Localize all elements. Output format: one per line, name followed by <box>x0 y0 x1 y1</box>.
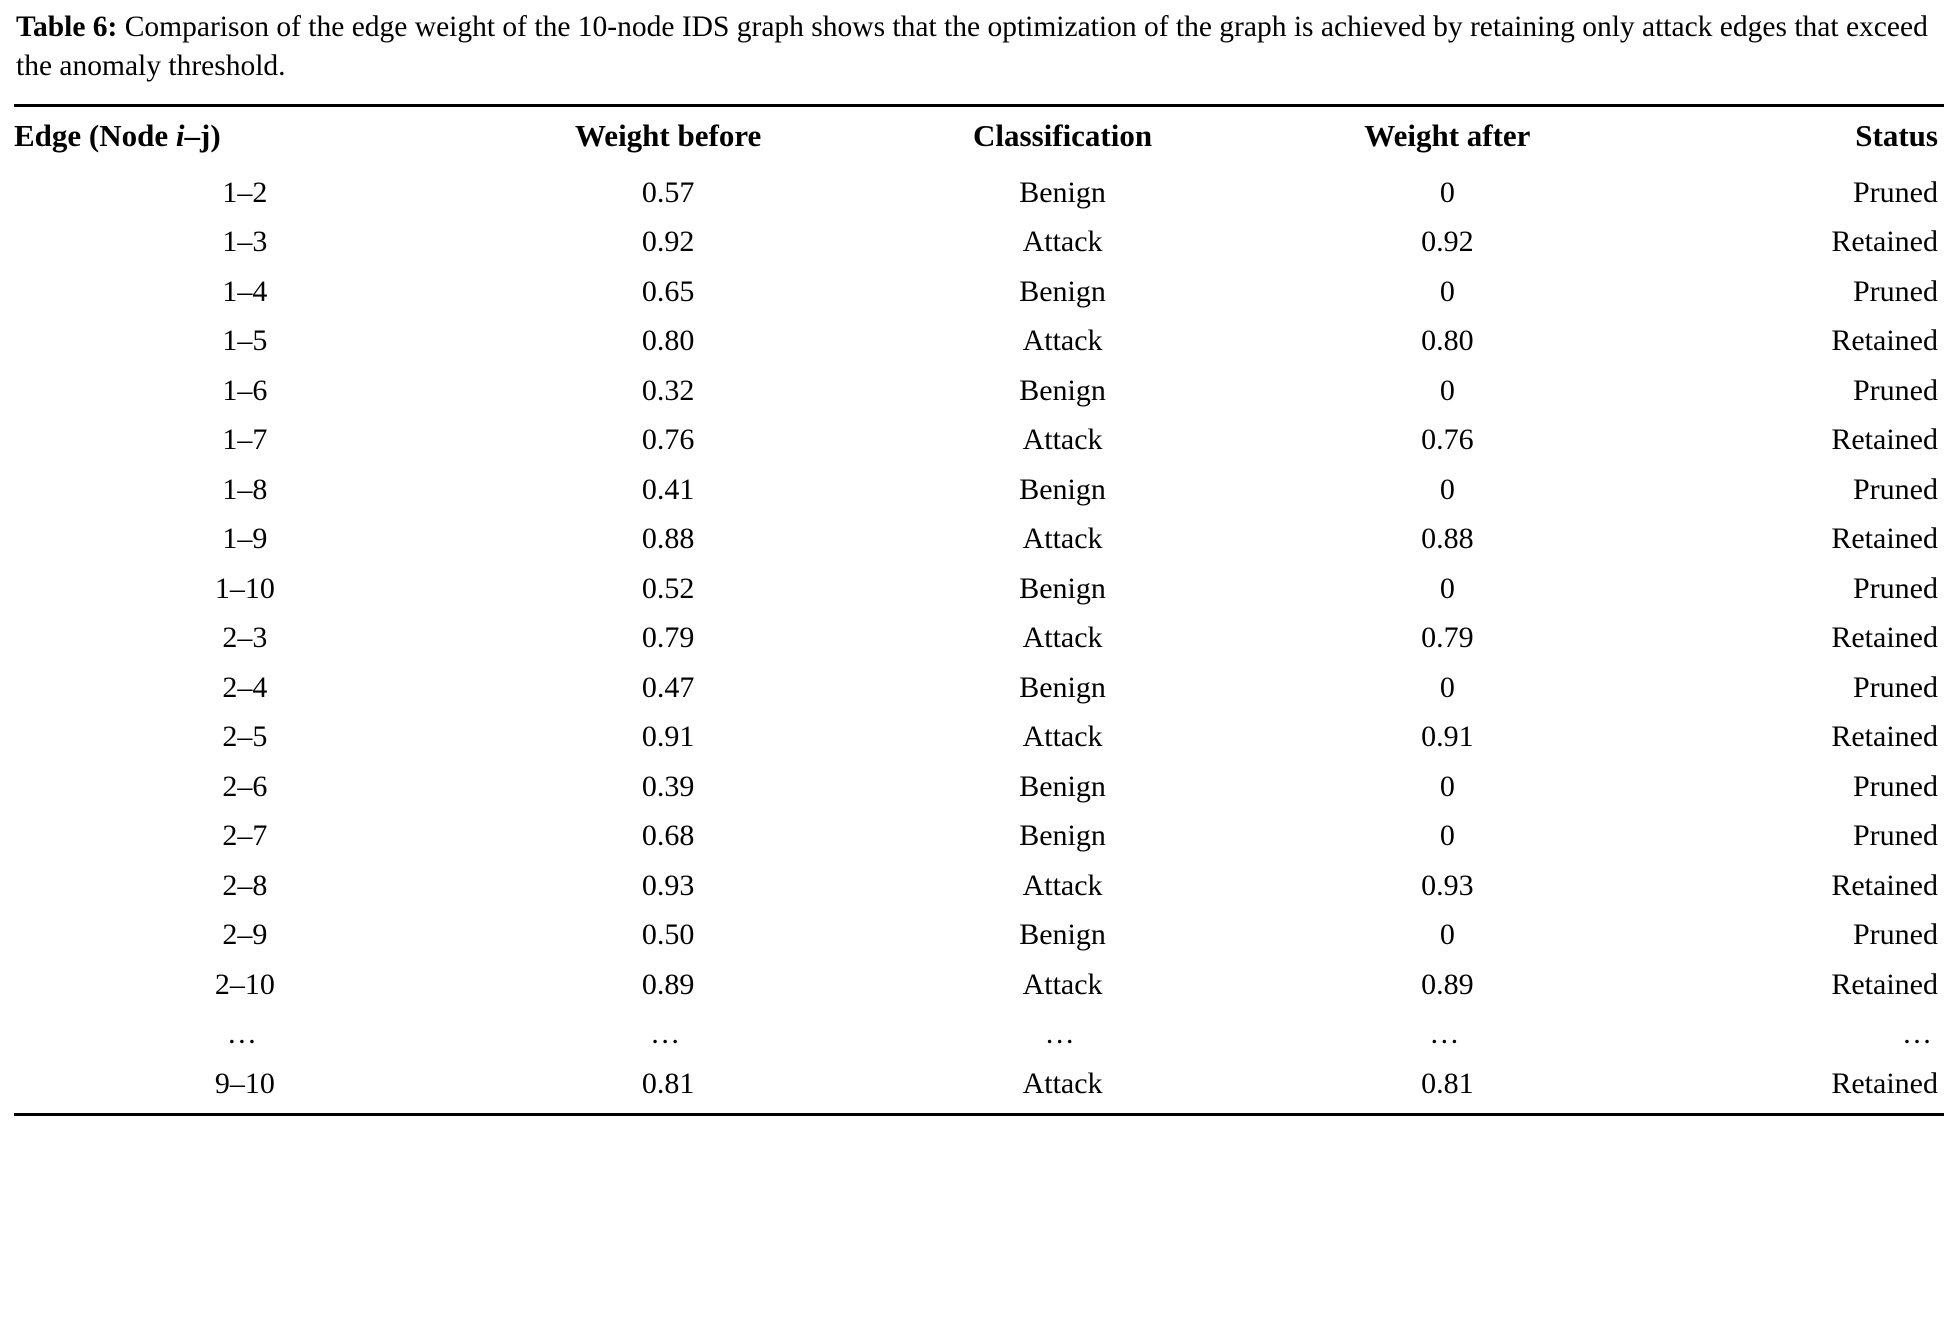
cell-weight-before: 0.89 <box>641 967 695 1001</box>
cell-edge: 1–3 <box>222 225 268 259</box>
cell-edge: … <box>226 1017 263 1051</box>
cell-classification: Benign <box>1019 175 1106 209</box>
cell-classification: Attack <box>1022 1066 1103 1100</box>
cell-weight-after: 0.88 <box>1421 522 1474 556</box>
column-header-weight-after: Weight after <box>1265 106 1631 169</box>
table-row <box>14 1010 1944 1060</box>
cell-weight-before: 0.41 <box>641 472 695 506</box>
cell-weight-after: 0 <box>1439 670 1455 704</box>
column-header-edge-italic: i <box>175 118 185 154</box>
cell-status: Retained <box>1831 967 1938 1001</box>
cell-weight-after: 0 <box>1439 571 1455 605</box>
column-header-weight-before: Weight before <box>476 106 861 169</box>
cell-status: Pruned <box>1853 670 1938 704</box>
cell-weight-before: 0.52 <box>641 571 695 605</box>
cell-weight-after: 0 <box>1439 769 1455 803</box>
table-row <box>14 416 1944 466</box>
cell-edge: 1–7 <box>222 423 268 457</box>
cell-weight-after: 0.92 <box>1421 225 1474 259</box>
table-caption <box>14 8 1944 86</box>
bottom-rule <box>14 1115 1944 1117</box>
caption-text: Comparison of the edge weight of the 10-node IDS graph shows that the optimization of the graph is achieved by retaining only attack edges that exceed the anomaly threshold. <box>16 11 1928 83</box>
cell-edge: 1–2 <box>222 175 268 209</box>
cell-edge: 2–9 <box>222 918 268 952</box>
cell-status: Pruned <box>1853 472 1938 506</box>
cell-weight-before: 0.50 <box>641 918 695 952</box>
cell-classification: Attack <box>1022 522 1103 556</box>
cell-edge: 2–6 <box>222 769 268 803</box>
cell-edge: 2–8 <box>222 868 268 902</box>
table-row <box>14 762 1944 812</box>
cell-classification: Benign <box>1019 769 1106 803</box>
cell-classification: Attack <box>1022 868 1103 902</box>
table-row <box>14 267 1944 317</box>
cell-weight-after: 0.76 <box>1421 423 1474 457</box>
cell-edge: 2–10 <box>214 967 275 1001</box>
cell-classification: Benign <box>1019 472 1106 506</box>
cell-edge: 2–5 <box>222 720 268 754</box>
cell-weight-before: 0.79 <box>641 621 695 655</box>
cell-weight-after: 0 <box>1439 175 1455 209</box>
table-row <box>14 218 1944 268</box>
column-header-edge-suffix: –j) <box>184 118 221 154</box>
table-row <box>14 564 1944 614</box>
cell-classification: Benign <box>1019 274 1106 308</box>
cell-edge: 1–8 <box>222 472 268 506</box>
cell-status: Retained <box>1831 621 1938 655</box>
table-row <box>14 1059 1944 1115</box>
cell-weight-after: 0.79 <box>1421 621 1474 655</box>
cell-weight-before: 0.92 <box>641 225 695 259</box>
cell-weight-before: 0.81 <box>641 1066 695 1100</box>
column-header-edge-prefix: Edge (Node <box>14 118 176 154</box>
cell-classification: Attack <box>1022 720 1103 754</box>
cell-status: Retained <box>1831 423 1938 457</box>
table-row <box>14 713 1944 763</box>
cell-classification: Benign <box>1019 918 1106 952</box>
table-row <box>14 911 1944 961</box>
cell-classification: Attack <box>1022 225 1103 259</box>
cell-classification: Benign <box>1019 571 1106 605</box>
cell-status: … <box>1902 1017 1938 1051</box>
cell-weight-before: 0.93 <box>641 868 695 902</box>
cell-weight-before: 0.88 <box>641 522 695 556</box>
cell-status: Retained <box>1831 720 1938 754</box>
cell-classification: … <box>1044 1017 1081 1051</box>
cell-weight-before: 0.68 <box>641 819 695 853</box>
cell-status: Retained <box>1831 868 1938 902</box>
cell-status: Retained <box>1831 324 1938 358</box>
cell-weight-after: 0.91 <box>1421 720 1474 754</box>
cell-weight-after: 0.80 <box>1421 324 1474 358</box>
cell-classification: Attack <box>1022 423 1103 457</box>
cell-weight-before: 0.57 <box>641 175 695 209</box>
cell-weight-after: 0 <box>1439 274 1455 308</box>
table-header <box>14 106 1944 169</box>
cell-classification: Benign <box>1019 670 1106 704</box>
cell-edge: 1–9 <box>222 522 268 556</box>
cell-weight-before: 0.80 <box>641 324 695 358</box>
column-header-edge <box>14 106 476 169</box>
cell-weight-after: 0 <box>1439 918 1455 952</box>
cell-classification: Attack <box>1022 967 1103 1001</box>
cell-status: Pruned <box>1853 373 1938 407</box>
cell-weight-before: … <box>650 1017 687 1051</box>
cell-edge: 1–6 <box>222 373 268 407</box>
table-row <box>14 614 1944 664</box>
cell-classification: Benign <box>1019 819 1106 853</box>
cell-status: Pruned <box>1853 918 1938 952</box>
table-row <box>14 960 1944 1010</box>
cell-status: Pruned <box>1853 274 1938 308</box>
table-row <box>14 861 1944 911</box>
caption-label: Table 6: <box>16 11 118 43</box>
cell-weight-before: 0.65 <box>641 274 695 308</box>
table-bottom-rule <box>14 1115 1944 1117</box>
table-row <box>14 168 1944 218</box>
table-row <box>14 663 1944 713</box>
table-body <box>14 168 1944 1116</box>
cell-classification: Attack <box>1022 324 1103 358</box>
cell-edge: 9–10 <box>214 1066 275 1100</box>
cell-status: Pruned <box>1853 175 1938 209</box>
cell-status: Retained <box>1831 225 1938 259</box>
cell-status: Pruned <box>1853 769 1938 803</box>
cell-edge: 2–3 <box>222 621 268 655</box>
cell-edge: 1–4 <box>222 274 268 308</box>
cell-edge: 1–10 <box>214 571 275 605</box>
cell-status: Pruned <box>1853 819 1938 853</box>
cell-status: Pruned <box>1853 571 1938 605</box>
cell-status: Retained <box>1831 522 1938 556</box>
cell-edge: 2–4 <box>222 670 268 704</box>
cell-weight-before: 0.32 <box>641 373 695 407</box>
cell-weight-before: 0.39 <box>641 769 695 803</box>
table-row <box>14 366 1944 416</box>
cell-weight-after: 0 <box>1439 819 1455 853</box>
table-row <box>14 465 1944 515</box>
cell-status: Retained <box>1831 1066 1938 1100</box>
column-header-classification: Classification <box>861 106 1265 169</box>
table-header-row <box>14 106 1944 169</box>
cell-weight-after: 0.89 <box>1421 967 1474 1001</box>
table-row <box>14 317 1944 367</box>
cell-edge: 1–5 <box>222 324 268 358</box>
cell-edge: 2–7 <box>222 819 268 853</box>
comparison-table <box>14 104 1944 1116</box>
table-row <box>14 812 1944 862</box>
column-header-status: Status <box>1630 106 1944 169</box>
cell-weight-after: 0.81 <box>1421 1066 1474 1100</box>
cell-weight-before: 0.47 <box>641 670 695 704</box>
cell-weight-before: 0.76 <box>641 423 695 457</box>
cell-weight-after: … <box>1429 1017 1466 1051</box>
table-row <box>14 515 1944 565</box>
cell-weight-after: 0 <box>1439 472 1455 506</box>
cell-classification: Benign <box>1019 373 1106 407</box>
cell-weight-before: 0.91 <box>641 720 695 754</box>
cell-weight-after: 0.93 <box>1421 868 1474 902</box>
cell-classification: Attack <box>1022 621 1103 655</box>
cell-weight-after: 0 <box>1439 373 1455 407</box>
